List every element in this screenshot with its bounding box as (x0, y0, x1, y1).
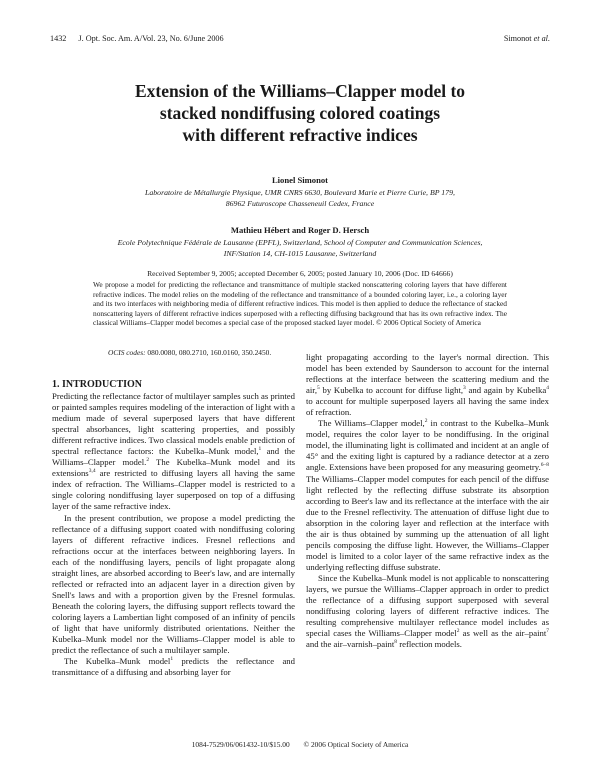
title-line: with different refractive indices (182, 125, 418, 145)
title-line: Extension of the Williams–Clapper model to (134, 81, 466, 101)
citation-ref: 2 (424, 418, 428, 425)
paragraph (306, 573, 549, 650)
text-run: to account for multiple superposed layers all having the same index of refraction. (306, 396, 549, 418)
text-run: predicts the reflectance and transmittance of a diffusing and absorbing layer for (52, 656, 295, 678)
affiliation-line: Ecole Polytechnique Fédérale de Lausanne (EPFL), Switzerland, School of Computer and Communication Sciences, (117, 238, 483, 247)
citation-ref: 6–8 (540, 462, 549, 469)
text-run: and the Williams–Clapper model. (52, 446, 295, 468)
issn-code: 1084-7529/06/061432-10/$15.00 (191, 740, 290, 749)
paragraph (306, 352, 549, 418)
affiliation-1 (100, 187, 500, 209)
text-run: The Williams–Clapper model computes for each pencil of the diffuse light reflected by the reflecting diffuse substrate its absorption according to Beer's law and its reflectance at the interface with the air due to the Fresnel reflectivity. The attenuation of diffuse light due to absorption in the coloring layer and reflection at the interface with the air is thus obtained by summing up the attenuation of all light pencils composing the diffuse light. However, the Williams–Clapper model is limited to a color layer of the same refractive index as the underlying reflecting diffuse substrate. (306, 473, 549, 572)
text-run: and the air–varnish–paint (306, 639, 395, 650)
running-head-left (50, 33, 224, 45)
citation-ref: 4 (546, 385, 549, 392)
running-head (50, 33, 550, 45)
affiliation-line: 86962 Futuroscope Chasseneuil Cedex, France (225, 199, 375, 208)
journal-citation: J. Opt. Soc. Am. A/Vol. 23, No. 6/June 2006 (78, 34, 224, 43)
affiliation-line: Laboratoire de Métallurgie Physique, UMR CNRS 6630, Boulevard Marie et Pierre Curie, BP 179, (145, 188, 455, 197)
text-run: in contrast to the Kubelka–Munk model, requires the color layer to be nondiffusing. In the original model, the illuminating light is collimated and incident at an angle of 45° and the exiting light is captured by a radiance detector at a zero angle. Extensions have been proposed for any measuring geometry. (306, 418, 549, 473)
page-number: 1432 (50, 34, 67, 43)
paragraph: In the present contribution, we propose a model predicting the reflectance of a diffusing support coated with nondiffusing coloring layers of different refractive indices. Fresnel reflections and refractions occur at the interfaces between neighboring layers. In each of the nondiffusing layers, pencils of light propagate along straight lines, are absorbed according to Beer's law, and are internally reflected or refracted into an adjacent layer in a direction given by Snell's laws and with a proportion given by the Fresnel formulas. Beneath the coloring layers, the diffusing support reflects toward the coloring layers a Lambertian light composed of an infinity of pencils of light that have uniformly distributed orientations. Neither the Kubelka–Munk model nor the Williams–Clapper model is able to predict the reflectance of such a multilayer sample. (52, 512, 295, 656)
text-run: The Williams–Clapper model, (318, 418, 425, 429)
citation-ref: 2 (456, 628, 460, 635)
affiliation-line: INF/Station 14, CH-1015 Lausanne, Switzerland (223, 249, 377, 258)
abstract: We propose a model for predicting the reflectance and transmittance of multiple stacked nonscattering coloring layers that have different refractive indices. The model relies on the modeling of the reflectance and transmittance of a bounded coloring layer, i.e., a coloring layer and its two interfaces with neighboring media of different refractive indices. This model is then applied to deduce the reflectance of stacked nonscattering layers of different refractive indices superposed with a reflecting diffusing background that has its own refractive index. The classical Williams–Clapper model becomes a special case of the proposed stacked layer model. © 2006 Optical Society of America (93, 280, 507, 328)
paragraph (52, 656, 295, 678)
citation-ref: 7 (546, 628, 550, 635)
affiliation-2 (60, 237, 540, 259)
text-run: are restricted to diffusing layers all having the same index of refraction. The Williams–Clapper model is restricted to a single coloring nondiffusing layer superposed on top of a diffusing layer of the same refractive index. (52, 468, 295, 512)
text-run: Predicting the reflectance factor of multilayer samples such as printed or painted samples requires modeling of the interaction of light with a medium made of several superposed layers that have different spectral absorbances, light scattering properties, and possibly different refractive indices. Two classical models enable prediction of spectral reflectance factors: the Kubelka–Munk model, (52, 391, 295, 457)
citation-ref: 2 (146, 457, 150, 464)
received-dates: Received September 9, 2005; accepted December 6, 2005; posted January 10, 2006 (Doc. ID 64666) (147, 269, 453, 278)
paragraph (306, 418, 549, 573)
citation-ref: 1 (258, 446, 262, 453)
text-run: reflection models. (397, 639, 462, 650)
text-run: by Kubelka to account for diffuse light, (319, 385, 464, 396)
running-head-author: Simonot (503, 34, 532, 43)
citation-ref: 1 (170, 656, 174, 663)
citation-ref: 5 (317, 385, 320, 392)
text-run: The Kubelka–Munk model and its extensions (52, 457, 295, 479)
author-name-1: Lionel Simonot (271, 175, 329, 185)
copyright-notice: © 2006 Optical Society of America (303, 740, 409, 749)
paper-title (80, 80, 520, 146)
citation-ref: 3 (463, 385, 466, 392)
text-run: light propagating according to the layer's normal direction. This model has been extended by Saunderson to account for the internal reflections at the interface between the scattering medium and the air, (306, 352, 549, 396)
page-footer (0, 740, 600, 750)
text-run: as well as the air–paint (459, 628, 547, 639)
ocis-values: 080.0080, 080.2710, 160.0160, 350.2450. (147, 348, 272, 357)
text-run: and again by Kubelka (465, 385, 547, 396)
text-run: Since the Kubelka–Munk model is not applicable to nonscattering layers, we pursue the Williams–Clapper approach in order to predict the reflectance of a diffusing support superposed with several nondiffusing coloring layers of different refractive indices. The resulting comprehensive multilayer reflectance model includes as special cases the Williams–Clapper model (306, 572, 549, 639)
left-column (52, 378, 295, 678)
author-names-2: Mathieu Hébert and Roger D. Hersch (230, 225, 370, 235)
running-head-authors (504, 33, 550, 45)
section-heading: 1. INTRODUCTION (52, 379, 143, 390)
ocis-label: OCIS codes: (108, 348, 146, 357)
running-head-etal: et al. (533, 34, 550, 43)
paragraph (52, 391, 295, 513)
citation-ref: 8 (394, 639, 398, 646)
title-line: stacked nondiffusing colored coatings (159, 103, 441, 123)
citation-ref: 3,4 (88, 468, 96, 475)
right-column (306, 352, 549, 650)
text-run: The Kubelka–Munk model (64, 656, 171, 667)
